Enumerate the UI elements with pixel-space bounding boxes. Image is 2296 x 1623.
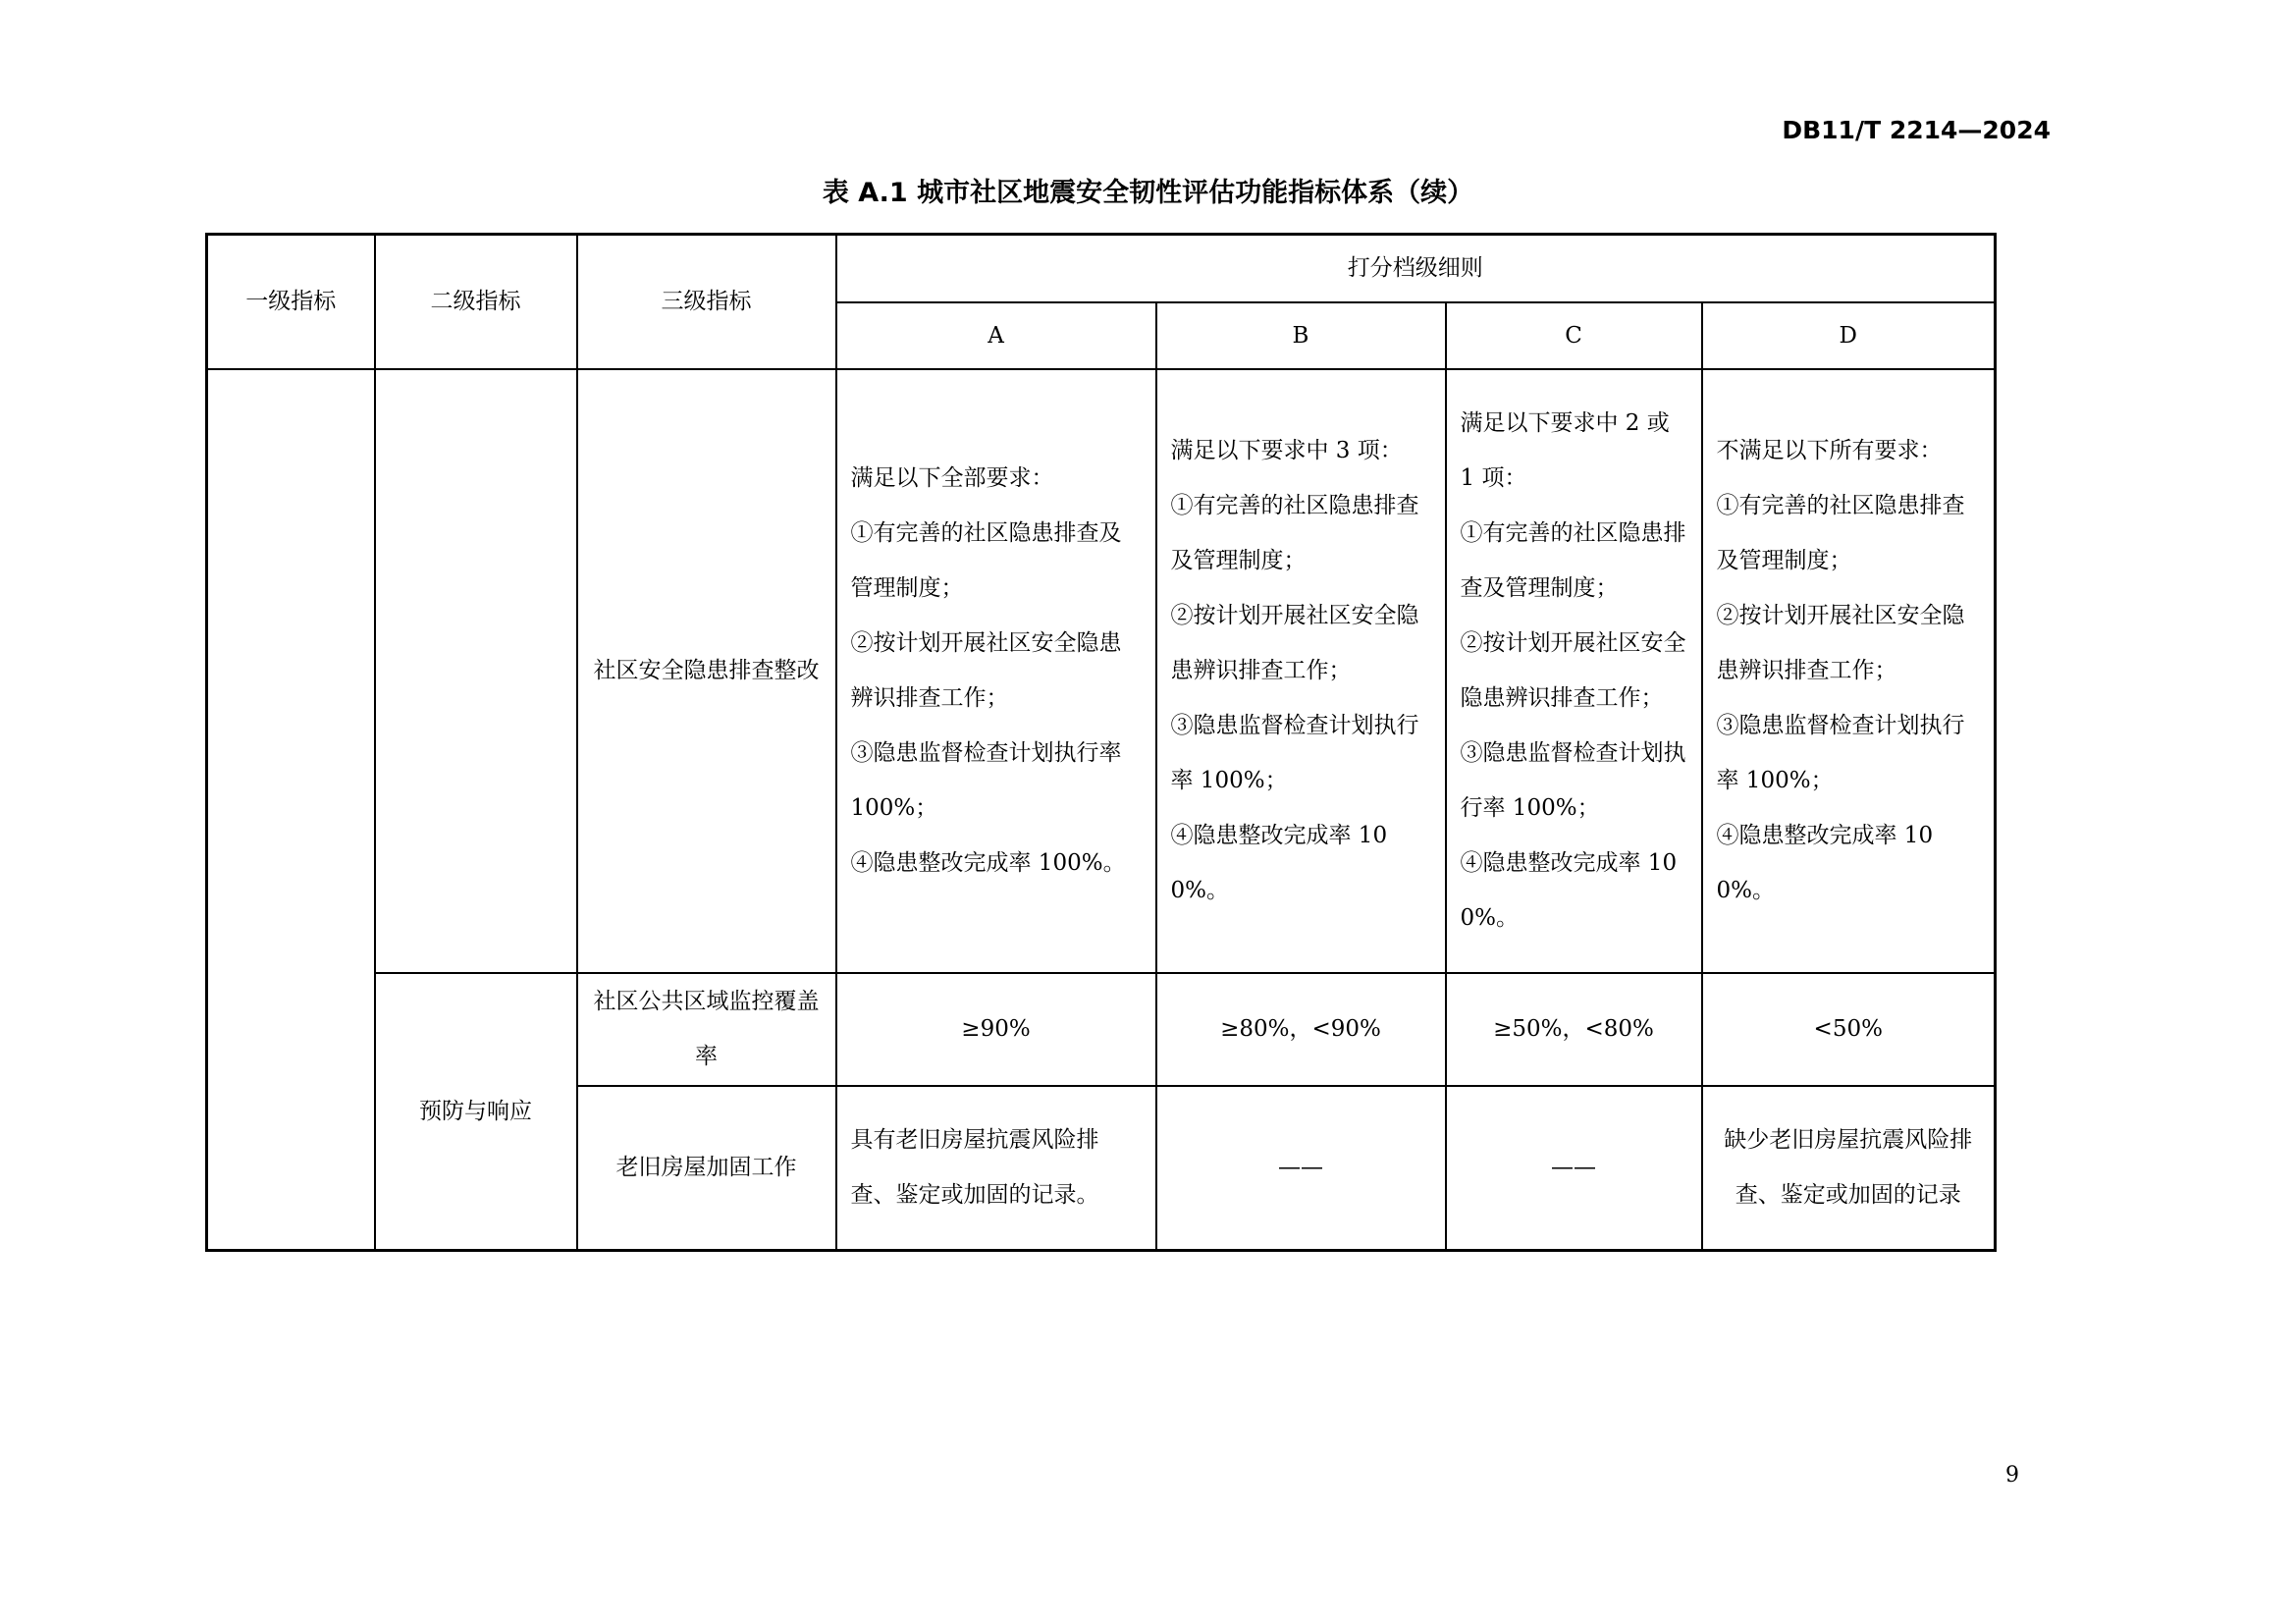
grade-b-hazard-line: ④隐患整改完成率 100%。 [1170,823,1388,903]
grade-d-hazard-line: ①有完善的社区隐患排查及管理制度； [1716,493,1965,573]
grade-c-hazard-line: ③隐患监督检查计划执行率 100%； [1460,740,1686,821]
grade-b-hazard-line: ②按计划开展社区安全隐患辨识排查工作； [1170,603,1419,683]
header-scoring: 打分档级细则 [836,235,1996,302]
header-grade-c: C [1446,302,1702,369]
grade-c-hazard [1446,369,1702,973]
grade-a-hazard-line: ④隐患整改完成率 100%。 [850,850,1126,876]
header-grade-b: B [1156,302,1446,369]
grade-d-hazard-line: ④隐患整改完成率 100%。 [1716,823,1934,903]
header-level2: 二级指标 [375,235,577,369]
grade-a-monitoring: ≥90% [836,973,1156,1086]
grade-c-hazard-line: ②按计划开展社区安全隐患辨识排查工作； [1460,630,1686,711]
grade-c-hazard-line: ④隐患整改完成率 100%。 [1460,850,1678,931]
grade-c-old-housing: —— [1446,1086,1702,1251]
table-title: 表 A.1 城市社区地震安全韧性评估功能指标体系（续） [822,178,1474,208]
document-code: DB11/T 2214—2024 [1782,116,2051,144]
grade-b-monitoring: ≥80%，<90% [1156,973,1446,1086]
grade-a-hazard-line: ③隐患监督检查计划执行率 100%； [850,740,1122,821]
grade-b-old-housing: —— [1156,1086,1446,1251]
grade-d-old-housing: 缺少老旧房屋抗震风险排查、鉴定或加固的记录 [1702,1086,1996,1251]
grade-a-old-housing: 具有老旧房屋抗震风险排查、鉴定或加固的记录。 [836,1086,1156,1251]
grade-d-hazard-line: 不满足以下所有要求： [1716,438,1943,463]
grade-a-hazard-line: ②按计划开展社区安全隐患辨识排查工作； [850,630,1122,711]
grade-d-hazard-line: ②按计划开展社区安全隐患辨识排查工作； [1716,603,1965,683]
grade-c-hazard-line: ①有完善的社区隐患排查及管理制度； [1460,520,1686,601]
grade-a-hazard-line: 满足以下全部要求： [850,465,1054,491]
grade-b-hazard-line: ①有完善的社区隐患排查及管理制度； [1170,493,1419,573]
criterion-monitoring-coverage: 社区公共区域监控覆盖率 [577,973,836,1086]
grade-a-hazard [836,369,1156,973]
header-grade-d: D [1702,302,1996,369]
grade-c-hazard-line: 满足以下要求中 2 或 1 项： [1460,410,1670,491]
grade-d-monitoring: <50% [1702,973,1996,1086]
grade-c-monitoring: ≥50%，<80% [1446,973,1702,1086]
grade-b-hazard-line: 满足以下要求中 3 项： [1170,438,1403,463]
header-grade-a: A [836,302,1156,369]
grade-b-hazard-line: ③隐患监督检查计划执行率 100%； [1170,713,1419,793]
indicator-table [205,233,1997,1252]
level2-prevention-response: 预防与响应 [375,973,577,1251]
criterion-old-housing: 老旧房屋加固工作 [577,1086,836,1251]
header-level1: 一级指标 [207,235,375,369]
level2-cell-empty [375,369,577,973]
grade-d-hazard [1702,369,1996,973]
grade-b-hazard [1156,369,1446,973]
grade-a-hazard-line: ①有完善的社区隐患排查及管理制度； [850,520,1122,601]
criterion-hazard-inspection: 社区安全隐患排查整改 [577,369,836,973]
grade-d-hazard-line: ③隐患监督检查计划执行率 100%； [1716,713,1965,793]
page-number: 9 [2005,1463,2019,1488]
header-level3: 三级指标 [577,235,836,369]
level1-cell [207,369,375,1251]
